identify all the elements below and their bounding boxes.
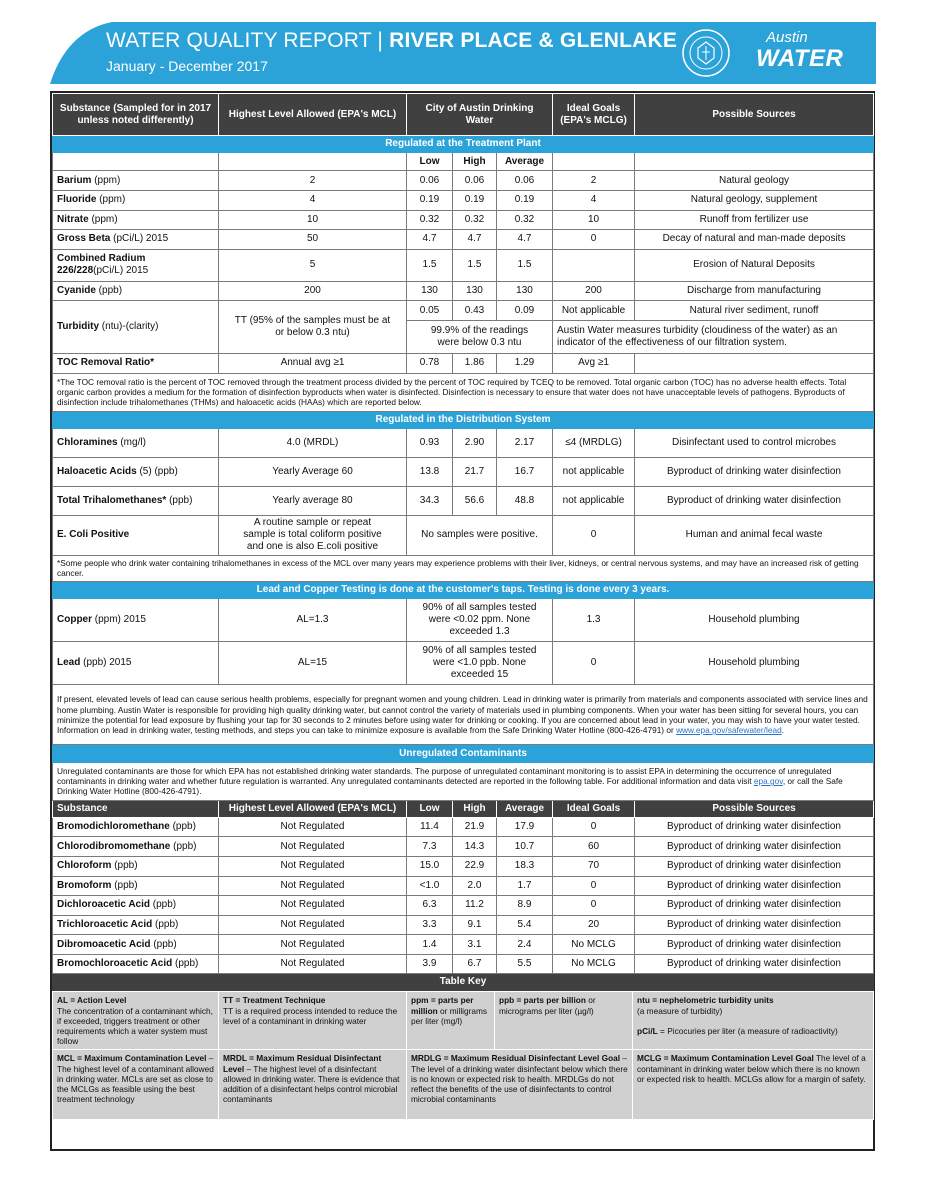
treatment-row-src: Discharge from manufacturing bbox=[635, 281, 874, 301]
unregulated-row-mcl: Not Regulated bbox=[219, 817, 407, 837]
unregulated-note-end: , or call the Safe Drinking Water Hotline (800-426-4791). bbox=[57, 776, 843, 797]
ecoli-source: Human and animal fecal waste bbox=[635, 515, 874, 555]
distribution-row-goal: not applicable bbox=[553, 486, 635, 515]
toc-mcl: Annual avg ≥1 bbox=[219, 353, 407, 373]
col-header-city: City of Austin Drinking Water bbox=[407, 94, 553, 136]
unregulated-row bbox=[53, 935, 874, 955]
turbidity-mcl: TT (95% of the samples must be at or below 0.3 ntu) bbox=[219, 301, 407, 354]
toc-high: 1.86 bbox=[453, 353, 497, 373]
treatment-row bbox=[53, 171, 874, 191]
treatment-row-high: 130 bbox=[453, 281, 497, 301]
treatment-row-low: 1.5 bbox=[407, 249, 453, 281]
key-mrdlg: MRDLG = Maximum Residual Disinfectant Level Goal – The level of a drinking water disinfectant below which there is no known or expected risk to health. MRDLGs do not reflect the benefits of the use of disinfectants to control microbial contaminants bbox=[407, 1050, 633, 1120]
distribution-row-mcl: 4.0 (MRDL) bbox=[219, 428, 407, 457]
treatment-row-src: Decay of natural and man-made deposits bbox=[635, 230, 874, 250]
unregulated-row-high: 3.1 bbox=[453, 935, 497, 955]
unregulated-header-row bbox=[53, 800, 874, 817]
distribution-row bbox=[53, 486, 874, 515]
toc-goal: Avg ≥1 bbox=[553, 353, 635, 373]
treatment-row-src: Natural geology bbox=[635, 171, 874, 191]
section-title-unregulated: Unregulated Contaminants bbox=[53, 745, 874, 762]
distribution-row-name: Haloacetic Acids (5) (ppb) bbox=[53, 457, 219, 486]
unregulated-row-low: 3.3 bbox=[407, 915, 453, 935]
unregulated-row-low: 6.3 bbox=[407, 896, 453, 916]
thm-footnote: *Some people who drink water containing trihalomethanes in excess of the MCL over many years may experience problems with their liver, kidneys, or central nervous systems, and may have an increased risk of getting cancer. bbox=[53, 555, 874, 581]
lead-copper-row-source: Household plumbing bbox=[635, 642, 874, 685]
thm-footnote-row bbox=[53, 555, 874, 581]
unregulated-row-src: Byproduct of drinking water disinfection bbox=[635, 856, 874, 876]
turbidity-description: Austin Water measures turbidity (cloudiness of the water) as an indicator of the effectiveness of our filtration system. bbox=[553, 320, 874, 353]
unreg-col-high: High bbox=[453, 800, 497, 817]
unregulated-row-mcl: Not Regulated bbox=[219, 896, 407, 916]
treatment-row-low: 4.7 bbox=[407, 230, 453, 250]
lead-copper-row-result: 90% of all samples tested were <0.02 ppm. None exceeded 1.3 bbox=[407, 599, 553, 642]
lead-copper-row-name: Lead (ppb) 2015 bbox=[53, 642, 219, 685]
unreg-col-sources: Possible Sources bbox=[635, 800, 874, 817]
section-title-treatment: Regulated at the Treatment Plant bbox=[53, 136, 874, 153]
toc-row bbox=[53, 353, 874, 373]
unregulated-rows bbox=[53, 817, 874, 974]
toc-avg: 1.29 bbox=[497, 353, 553, 373]
treatment-row-name: Gross Beta (pCi/L) 2015 bbox=[53, 230, 219, 250]
unregulated-row bbox=[53, 915, 874, 935]
turbidity-row-values bbox=[53, 301, 874, 321]
unregulated-row-mcl: Not Regulated bbox=[219, 856, 407, 876]
unregulated-row-low: 15.0 bbox=[407, 856, 453, 876]
treatment-row-name: Barium (ppm) bbox=[53, 171, 219, 191]
unregulated-row-src: Byproduct of drinking water disinfection bbox=[635, 915, 874, 935]
distribution-row-src: Byproduct of drinking water disinfection bbox=[635, 486, 874, 515]
treatment-row-low: 0.06 bbox=[407, 171, 453, 191]
unregulated-row-mcl: Not Regulated bbox=[219, 837, 407, 857]
treatment-row-goal bbox=[553, 249, 635, 281]
key-mcl: MCL = Maximum Contamination Level – The highest level of a contaminant allowed in drinking water. MCLs are set as close to the MCLGs as feasible using the best treatment technology bbox=[53, 1050, 219, 1120]
lead-copper-row bbox=[53, 599, 874, 642]
key-mrdl: MRDL = Maximum Residual Disinfectant Level – The highest level of a disinfectant allowed in drinking water. There is evidence that addition of a disinfectant helps control microbial contaminants bbox=[219, 1050, 407, 1120]
section-header-treatment bbox=[53, 136, 874, 153]
unregulated-row-high: 14.3 bbox=[453, 837, 497, 857]
unregulated-row-name: Dichloroacetic Acid (ppb) bbox=[53, 896, 219, 916]
treatment-row-goal: 0 bbox=[553, 230, 635, 250]
unreg-col-goal: Ideal Goals bbox=[553, 800, 635, 817]
unregulated-row-low: 11.4 bbox=[407, 817, 453, 837]
unregulated-row-name: Bromoform (ppb) bbox=[53, 876, 219, 896]
turbidity-name: Turbidity (ntu)-(clarity) bbox=[53, 301, 219, 354]
treatment-row-mcl: 4 bbox=[219, 190, 407, 210]
table-key bbox=[52, 991, 874, 1120]
unregulated-row-mcl: Not Regulated bbox=[219, 915, 407, 935]
treatment-row-high: 4.7 bbox=[453, 230, 497, 250]
col-low: Low bbox=[407, 153, 453, 171]
unregulated-row-avg: 17.9 bbox=[497, 817, 553, 837]
section-header-lead-copper bbox=[53, 581, 874, 598]
unregulated-row-avg: 5.5 bbox=[497, 954, 553, 974]
turbidity-high: 0.43 bbox=[453, 301, 497, 321]
table-key-title: Table Key bbox=[53, 974, 874, 991]
unregulated-row-avg: 18.3 bbox=[497, 856, 553, 876]
logo-text-austin: Austin bbox=[766, 29, 808, 46]
distribution-row-high: 56.6 bbox=[453, 486, 497, 515]
unregulated-row bbox=[53, 954, 874, 974]
treatment-row-src: Runoff from fertilizer use bbox=[635, 210, 874, 230]
treatment-row-high: 1.5 bbox=[453, 249, 497, 281]
treatment-row bbox=[53, 281, 874, 301]
lead-copper-row-mcl: AL=1.3 bbox=[219, 599, 407, 642]
col-header-goal: Ideal Goals (EPA's MCLG) bbox=[553, 94, 635, 136]
unregulated-row-goal: 0 bbox=[553, 817, 635, 837]
lead-footnote-end: . bbox=[781, 725, 784, 736]
unregulated-row-name: Bromodichloromethane (ppb) bbox=[53, 817, 219, 837]
treatment-row bbox=[53, 230, 874, 250]
col-header-sources: Possible Sources bbox=[635, 94, 874, 136]
treatment-row bbox=[53, 190, 874, 210]
ecoli-goal: 0 bbox=[553, 515, 635, 555]
distribution-row-avg: 16.7 bbox=[497, 457, 553, 486]
treatment-row-src: Erosion of Natural Deposits bbox=[635, 249, 874, 281]
key-mclg: MCLG = Maximum Contamination Level Goal The level of a contaminant in drinking water below which there is no known or expected risk to health. MCLGs allow for a margin of safety. bbox=[633, 1050, 874, 1120]
distribution-row-goal: ≤4 (MRDLG) bbox=[553, 428, 635, 457]
unregulated-row-high: 9.1 bbox=[453, 915, 497, 935]
turbidity-readings: 99.9% of the readings were below 0.3 ntu bbox=[407, 320, 553, 353]
toc-footnote-row bbox=[53, 373, 874, 411]
epa-lead-link[interactable]: www.epa.gov/safewater/lead bbox=[676, 725, 782, 736]
key-ntu: ntu = nephelometric turbidity units (a measure of turbidity) pCi/L = Picocuries per liter (a measure of radioactivity) bbox=[633, 992, 874, 1050]
report-title bbox=[106, 29, 677, 53]
lead-copper-row-goal: 1.3 bbox=[553, 599, 635, 642]
unregulated-row bbox=[53, 856, 874, 876]
austin-water-logo bbox=[756, 27, 861, 75]
distribution-row-src: Disinfectant used to control microbes bbox=[635, 428, 874, 457]
unreg-col-mcl: Highest Level Allowed (EPA's MCL) bbox=[219, 800, 407, 817]
unregulated-row-name: Trichloroacetic Acid (ppb) bbox=[53, 915, 219, 935]
distribution-row bbox=[53, 457, 874, 486]
unregulated-row bbox=[53, 837, 874, 857]
treatment-row-mcl: 200 bbox=[219, 281, 407, 301]
unregulated-note-text: Unregulated contaminants are those for which EPA has not established drinking water standards. The purpose of unregulated contaminant monitoring is to assist EPA in determining the occurrence of unregulated contaminants in drinking water and whether future regulation is warranted. Any unregulated contaminants detected are reported in the following table. For additional information and data visit bbox=[57, 765, 832, 787]
unregulated-row-goal: 70 bbox=[553, 856, 635, 876]
unreg-col-substance: Substance bbox=[53, 800, 219, 817]
treatment-row-name: Fluoride (ppm) bbox=[53, 190, 219, 210]
report-header bbox=[50, 22, 876, 84]
col-average: Average bbox=[497, 153, 553, 171]
treatment-row-avg: 0.32 bbox=[497, 210, 553, 230]
lead-copper-rows bbox=[53, 599, 874, 685]
unregulated-row bbox=[53, 817, 874, 837]
col-header-substance: Substance (Sampled for in 2017 unless noted differently) bbox=[53, 94, 219, 136]
low-high-avg-header bbox=[53, 153, 874, 171]
ecoli-name: E. Coli Positive bbox=[53, 515, 219, 555]
key-tt: TT = Treatment Technique TT is a required process intended to reduce the level of a contaminant in drinking water bbox=[219, 992, 407, 1050]
treatment-row-avg: 1.5 bbox=[497, 249, 553, 281]
unregulated-row-goal: 60 bbox=[553, 837, 635, 857]
unregulated-row bbox=[53, 896, 874, 916]
city-of-austin-seal-icon bbox=[681, 28, 731, 78]
toc-low: 0.78 bbox=[407, 353, 453, 373]
distribution-row-mcl: Yearly Average 60 bbox=[219, 457, 407, 486]
treatment-row-low: 0.32 bbox=[407, 210, 453, 230]
unreg-col-low: Low bbox=[407, 800, 453, 817]
turbidity-source: Natural river sediment, runoff bbox=[635, 301, 874, 321]
treatment-row-high: 0.19 bbox=[453, 190, 497, 210]
distribution-rows bbox=[53, 428, 874, 515]
unregulated-row-high: 2.0 bbox=[453, 876, 497, 896]
unregulated-row-src: Byproduct of drinking water disinfection bbox=[635, 935, 874, 955]
treatment-row-name: Cyanide (ppb) bbox=[53, 281, 219, 301]
report-table-frame bbox=[50, 91, 875, 1151]
unregulated-row-goal: No MCLG bbox=[553, 954, 635, 974]
lead-footnote-row bbox=[53, 685, 874, 745]
unregulated-note-row bbox=[53, 762, 874, 800]
table-key-row-2 bbox=[53, 1050, 874, 1120]
unregulated-row-goal: 0 bbox=[553, 876, 635, 896]
unregulated-row-avg: 2.4 bbox=[497, 935, 553, 955]
treatment-row-mcl: 5 bbox=[219, 249, 407, 281]
table-key-header bbox=[53, 974, 874, 991]
lead-copper-row-goal: 0 bbox=[553, 642, 635, 685]
section-title-distribution: Regulated in the Distribution System bbox=[53, 411, 874, 428]
treatment-row bbox=[53, 249, 874, 281]
unregulated-row-low: 3.9 bbox=[407, 954, 453, 974]
lead-copper-row-mcl: AL=15 bbox=[219, 642, 407, 685]
water-quality-table bbox=[52, 93, 874, 991]
unregulated-row-mcl: Not Regulated bbox=[219, 935, 407, 955]
lead-copper-row-result: 90% of all samples tested were <1.0 ppb. None exceeded 15 bbox=[407, 642, 553, 685]
unregulated-row-high: 11.2 bbox=[453, 896, 497, 916]
toc-name: TOC Removal Ratio* bbox=[53, 353, 219, 373]
unregulated-note bbox=[53, 762, 874, 800]
treatment-row-goal: 2 bbox=[553, 171, 635, 191]
unregulated-row-name: Chlorodibromomethane (ppb) bbox=[53, 837, 219, 857]
distribution-row-high: 21.7 bbox=[453, 457, 497, 486]
treatment-rows bbox=[53, 171, 874, 301]
distribution-row bbox=[53, 428, 874, 457]
unregulated-row-mcl: Not Regulated bbox=[219, 876, 407, 896]
distribution-row-goal: not applicable bbox=[553, 457, 635, 486]
unregulated-row-name: Chloroform (ppb) bbox=[53, 856, 219, 876]
treatment-row-goal: 200 bbox=[553, 281, 635, 301]
treatment-row bbox=[53, 210, 874, 230]
col-high: High bbox=[453, 153, 497, 171]
ecoli-row bbox=[53, 515, 874, 555]
unregulated-row-low: <1.0 bbox=[407, 876, 453, 896]
distribution-row-high: 2.90 bbox=[453, 428, 497, 457]
treatment-row-mcl: 10 bbox=[219, 210, 407, 230]
unregulated-row-goal: No MCLG bbox=[553, 935, 635, 955]
turbidity-goal: Not applicable bbox=[553, 301, 635, 321]
unregulated-row-high: 21.9 bbox=[453, 817, 497, 837]
unregulated-row-avg: 8.9 bbox=[497, 896, 553, 916]
unregulated-row-mcl: Not Regulated bbox=[219, 954, 407, 974]
section-title-lead-copper: Lead and Copper Testing is done at the customer's taps. Testing is done every 3 years. bbox=[53, 581, 874, 598]
unregulated-row-src: Byproduct of drinking water disinfection bbox=[635, 876, 874, 896]
table-key-row-1 bbox=[53, 992, 874, 1050]
distribution-row-name: Chloramines (mg/l) bbox=[53, 428, 219, 457]
unregulated-row-src: Byproduct of drinking water disinfection bbox=[635, 837, 874, 857]
distribution-row-low: 13.8 bbox=[407, 457, 453, 486]
treatment-row-goal: 10 bbox=[553, 210, 635, 230]
section-header-distribution bbox=[53, 411, 874, 428]
treatment-row-avg: 130 bbox=[497, 281, 553, 301]
treatment-row-mcl: 50 bbox=[219, 230, 407, 250]
distribution-row-src: Byproduct of drinking water disinfection bbox=[635, 457, 874, 486]
table-header-row bbox=[53, 94, 874, 136]
treatment-row-avg: 0.19 bbox=[497, 190, 553, 210]
treatment-row-low: 0.19 bbox=[407, 190, 453, 210]
unregulated-row-avg: 10.7 bbox=[497, 837, 553, 857]
unregulated-row bbox=[53, 876, 874, 896]
toc-source bbox=[635, 353, 874, 373]
unregulated-row-src: Byproduct of drinking water disinfection bbox=[635, 954, 874, 974]
turbidity-avg: 0.09 bbox=[497, 301, 553, 321]
lead-copper-row-name: Copper (ppm) 2015 bbox=[53, 599, 219, 642]
toc-footnote: *The TOC removal ratio is the percent of TOC removed through the treatment process divided by the percent of TOC required by TCEQ to be removed. Total organic carbon (TOC) has no adverse health effects. Total organic carbon provides a medium for the formation of disinfection byproducts when water is disinfected. Disinfection is necessary to ensure that water does not have unacceptable levels of pathogens. Byproducts of disinfection include trihalomethanes (THMs) and haloacetic acids (HAAs) which are reported below. bbox=[53, 373, 874, 411]
lead-copper-row-source: Household plumbing bbox=[635, 599, 874, 642]
lead-footnote bbox=[53, 685, 874, 745]
unregulated-row-goal: 0 bbox=[553, 896, 635, 916]
unregulated-row-src: Byproduct of drinking water disinfection bbox=[635, 817, 874, 837]
unregulated-row-avg: 5.4 bbox=[497, 915, 553, 935]
unregulated-row-low: 7.3 bbox=[407, 837, 453, 857]
logo-text-water: WATER bbox=[756, 45, 844, 72]
section-header-unregulated bbox=[53, 745, 874, 762]
treatment-row-high: 0.06 bbox=[453, 171, 497, 191]
key-ppb: ppb = parts per billion or micrograms per liter (µg/l) bbox=[495, 992, 633, 1050]
treatment-row-mcl: 2 bbox=[219, 171, 407, 191]
unregulated-row-high: 22.9 bbox=[453, 856, 497, 876]
distribution-row-avg: 48.8 bbox=[497, 486, 553, 515]
unregulated-row-high: 6.7 bbox=[453, 954, 497, 974]
lead-copper-row bbox=[53, 642, 874, 685]
unreg-col-avg: Average bbox=[497, 800, 553, 817]
treatment-row-high: 0.32 bbox=[453, 210, 497, 230]
treatment-row-name: Nitrate (ppm) bbox=[53, 210, 219, 230]
unregulated-row-src: Byproduct of drinking water disinfection bbox=[635, 896, 874, 916]
epa-gov-link[interactable]: epa.gov bbox=[753, 776, 783, 787]
treatment-row-avg: 0.06 bbox=[497, 171, 553, 191]
treatment-row-src: Natural geology, supplement bbox=[635, 190, 874, 210]
col-header-mcl: Highest Level Allowed (EPA's MCL) bbox=[219, 94, 407, 136]
key-al: AL = Action Level The concentration of a contaminant which, if exceeded, triggers treatment or other requirements which a water system must follow bbox=[53, 992, 219, 1050]
distribution-row-name: Total Trihalomethanes* (ppb) bbox=[53, 486, 219, 515]
title-prefix: WATER QUALITY REPORT | bbox=[106, 29, 390, 52]
treatment-row-name: Combined Radium 226/228(pCi/L) 2015 bbox=[53, 249, 219, 281]
unregulated-row-avg: 1.7 bbox=[497, 876, 553, 896]
report-subtitle: January - December 2017 bbox=[106, 58, 268, 74]
key-ppm: ppm = parts per million or milligrams per liter (mg/l) bbox=[407, 992, 495, 1050]
treatment-row-goal: 4 bbox=[553, 190, 635, 210]
distribution-row-mcl: Yearly average 80 bbox=[219, 486, 407, 515]
unregulated-row-name: Bromochloroacetic Acid (ppb) bbox=[53, 954, 219, 974]
title-location: RIVER PLACE & GLENLAKE bbox=[389, 29, 678, 52]
ecoli-result: No samples were positive. bbox=[407, 515, 553, 555]
distribution-row-avg: 2.17 bbox=[497, 428, 553, 457]
treatment-row-avg: 4.7 bbox=[497, 230, 553, 250]
turbidity-low: 0.05 bbox=[407, 301, 453, 321]
unregulated-row-goal: 20 bbox=[553, 915, 635, 935]
distribution-row-low: 0.93 bbox=[407, 428, 453, 457]
distribution-row-low: 34.3 bbox=[407, 486, 453, 515]
unregulated-row-low: 1.4 bbox=[407, 935, 453, 955]
ecoli-mcl: A routine sample or repeat sample is total coliform positive and one is also E.coli positive bbox=[219, 515, 407, 555]
lead-footnote-text: If present, elevated levels of lead can cause serious health problems, especially for pregnant women and young children. Lead in drinking water is primarily from materials and components associated with service lines and home plumbing. Austin Water is responsible for providing high quality drinking water, but cannot control the variety of materials used in plumbing components. When your water has been sitting for several hours, you can minimize the potential for lead exposure by flushing your tap for 30 seconds to 2 minutes before using water for drinking or cooking. If you are concerned about lead in your water, you may wish to have your water tested. Information on lead in drinking water, testing methods, and steps you can take to minimize exposure is available from the Safe Drinking Water Hotline (800-426-4791) or bbox=[57, 694, 868, 736]
treatment-row-low: 130 bbox=[407, 281, 453, 301]
unregulated-row-name: Dibromoacetic Acid (ppb) bbox=[53, 935, 219, 955]
